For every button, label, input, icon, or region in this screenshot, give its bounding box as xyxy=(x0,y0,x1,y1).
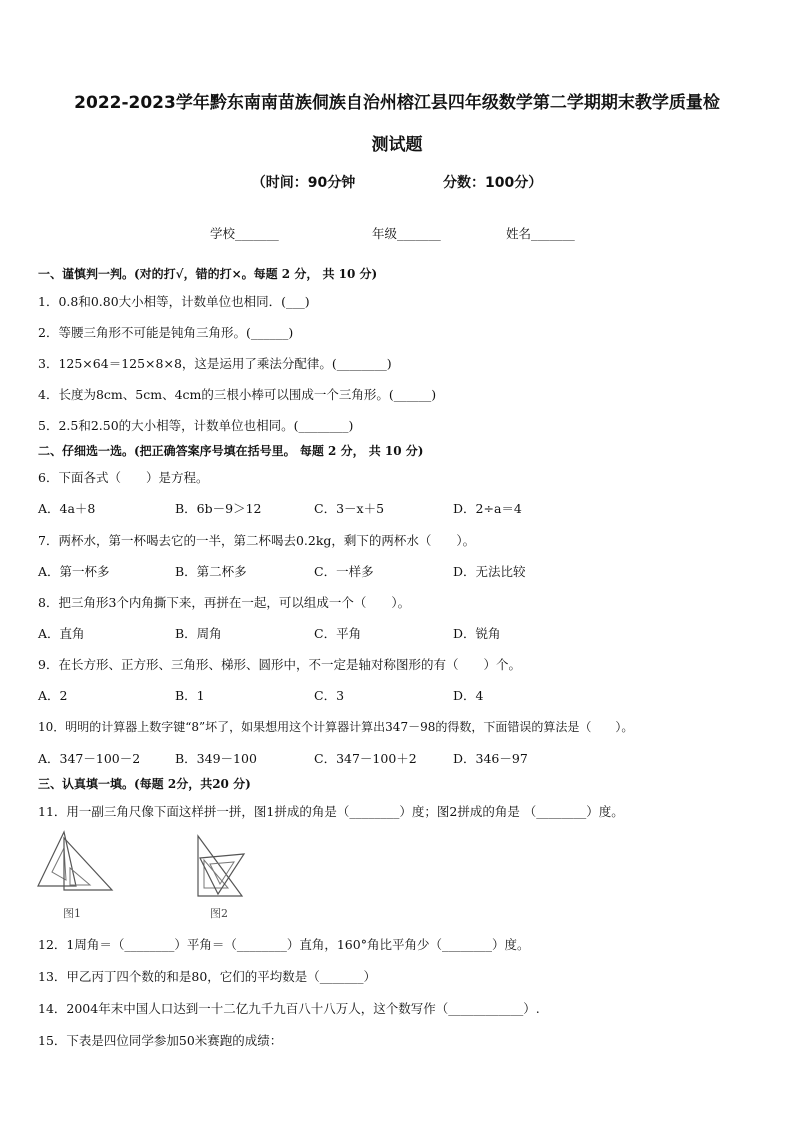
question-13: 13．甲乙丙丁四个数的和是80，它们的平均数是（_______） xyxy=(38,969,377,984)
grade-field: 年级_______ xyxy=(372,226,441,241)
question-15: 15．下表是四位同学参加50米赛跑的成绩： xyxy=(38,1033,283,1048)
q10-option-d: D．346－97 xyxy=(453,751,528,766)
q10-option-b: B．349－100 xyxy=(175,751,257,766)
exam-title-line1: 2022-2023学年黔东南南苗族侗族自治州榕江县四年级数学第二学期期末教学质量检 xyxy=(74,93,720,113)
q7-option-c: C．一样多 xyxy=(314,564,374,579)
figure-2-caption: 图2 xyxy=(210,907,228,920)
figure-1-triangles xyxy=(36,828,116,898)
q10-option-a: A．347－100－2 xyxy=(38,751,141,766)
question-4: 4．长度为8cm、5cm、4cm的三根小棒可以围成一个三角形。(______) xyxy=(38,387,437,402)
q7-option-d: D．无法比较 xyxy=(453,564,526,579)
q9-option-b: B．1 xyxy=(175,688,205,703)
q6-option-b: B．6b－9＞12 xyxy=(175,501,262,516)
question-7: 7．两杯水，第一杯喝去它的一半，第二杯喝去0.2kg，剩下的两杯水（ ）。 xyxy=(38,533,476,548)
section-3-heading: 三、认真填一填。(每题 2分，共20 分) xyxy=(38,777,251,791)
q7-option-a: A．第一杯多 xyxy=(38,564,110,579)
exam-subtitle: （时间：90分钟 分数：100分） xyxy=(251,175,543,191)
q6-option-d: D．2÷a＝4 xyxy=(453,501,522,516)
q7-option-b: B．第二杯多 xyxy=(175,564,247,579)
q6-option-a: A．4a＋8 xyxy=(38,501,96,516)
section-1-heading: 一、谨慎判一判。(对的打√，错的打×。每题 2 分， 共 10 分) xyxy=(38,267,378,281)
question-6: 6．下面各式（ ）是方程。 xyxy=(38,470,209,485)
q9-option-d: D．4 xyxy=(453,688,484,703)
question-10: 10．明明的计算器上数字键“8”坏了，如果想用这个计算器计算出347－98的得数，下面错误的算法是（ ）。 xyxy=(38,720,634,734)
figure-1-caption: 图1 xyxy=(63,907,81,920)
question-11: 11．用一副三角尺像下面这样拼一拼，图1拼成的角是（________）度；图2拼成的角是 （________）度。 xyxy=(38,804,624,819)
q8-option-c: C．平角 xyxy=(314,626,362,641)
school-field: 学校_______ xyxy=(210,226,279,241)
q9-option-c: C．3 xyxy=(314,688,345,703)
q8-option-a: A．直角 xyxy=(38,626,85,641)
q10-option-c: C．347－100＋2 xyxy=(314,751,417,766)
figure-2-triangles xyxy=(192,832,252,902)
exam-title-line2: 测试题 xyxy=(371,135,423,155)
question-8: 8．把三角形3个内角撕下来，再拼在一起，可以组成一个（ ）。 xyxy=(38,595,411,610)
question-12: 12．1周角＝（________）平角＝（________）直角，160°角比平角少（________）度。 xyxy=(38,937,530,952)
question-14: 14．2004年末中国人口达到一十二亿九千九百八十八万人，这个数写作（____________）. xyxy=(38,1001,540,1016)
question-2: 2．等腰三角形不可能是钝角三角形。(______) xyxy=(38,325,294,340)
question-3: 3．125×64＝125×8×8，这是运用了乘法分配律。(________) xyxy=(38,356,392,371)
question-1: 1．0.8和0.80大小相等，计数单位也相同．(___) xyxy=(38,294,310,309)
section-2-heading: 二、仔细选一选。(把正确答案序号填在括号里。 每题 2 分， 共 10 分) xyxy=(38,444,424,458)
q8-option-d: D．锐角 xyxy=(453,626,501,641)
q9-option-a: A．2 xyxy=(38,688,68,703)
name-field: 姓名_______ xyxy=(506,226,575,241)
question-5: 5．2.5和2.50的大小相等，计数单位也相同。(________) xyxy=(38,418,354,433)
question-9: 9．在长方形、正方形、三角形、梯形、圆形中，不一定是轴对称图形的有（ ）个。 xyxy=(38,657,521,672)
q6-option-c: C．3－x＋5 xyxy=(314,501,385,516)
q8-option-b: B．周角 xyxy=(175,626,222,641)
